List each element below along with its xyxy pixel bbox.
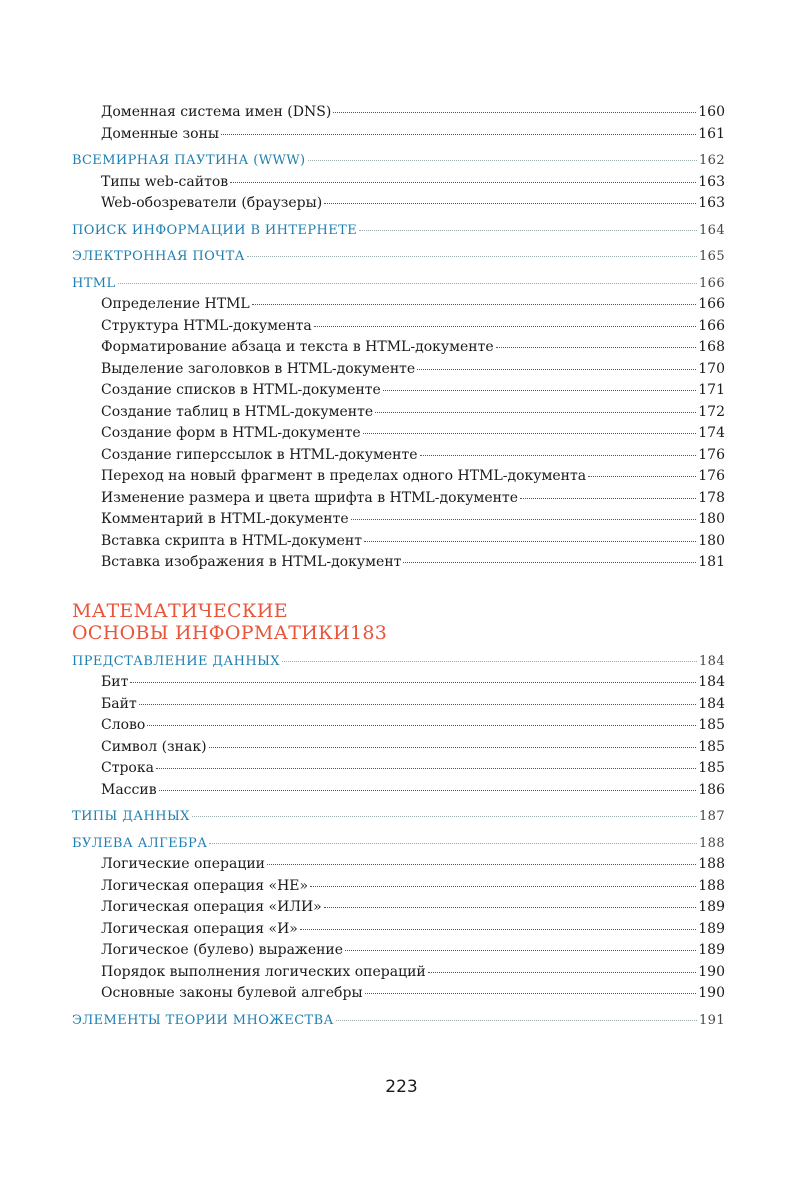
toc-entry [72, 715, 725, 737]
leader-dots [156, 768, 696, 769]
toc-entry-page: 190 [698, 963, 725, 980]
leader-dots [588, 476, 696, 477]
toc-section-math [72, 651, 725, 1032]
toc-entry [72, 102, 725, 124]
toc-entry-page: 170 [698, 360, 725, 377]
toc-entry-page: 189 [698, 920, 725, 937]
leader-dots [359, 230, 697, 231]
toc-entry [72, 466, 725, 488]
toc-entry-title: Доменные зоны [101, 125, 220, 142]
toc-entry-page: 178 [698, 489, 725, 506]
toc-entry [72, 380, 725, 402]
toc-entry-page: 165 [698, 249, 725, 264]
leader-dots [365, 993, 697, 994]
toc-entry-title: Создание списков в HTML-документе [101, 382, 381, 398]
leader-dots [336, 1020, 697, 1021]
toc-entry-page: 185 [698, 760, 725, 776]
toc-entry-page: 176 [698, 468, 725, 484]
toc-entry-title: Структура HTML-документа [101, 317, 312, 334]
toc-entry-page: 186 [698, 781, 725, 798]
toc-entry-title: ЭЛЕМЕНТЫ ТЕОРИИ МНОЖЕСТВА [72, 1012, 334, 1028]
toc-entry-page: 189 [698, 942, 725, 958]
toc-entry-title: Порядок выполнения логических операций [101, 963, 426, 980]
toc-entry-title: Логическая операция «ИЛИ» [101, 899, 322, 915]
toc-entry-title: БУЛЕВА АЛГЕБРА [72, 835, 208, 851]
toc-entry-title: Выделение заголовков в HTML-документе [101, 360, 416, 377]
leader-dots [209, 747, 697, 748]
leader-dots [428, 972, 697, 973]
toc-entry-title: ВСЕМИРНАЯ ПАУТИНА (WWW) [72, 153, 306, 168]
leader-dots [403, 562, 696, 563]
toc-entry-page: 180 [698, 511, 725, 527]
toc-entry [72, 445, 725, 467]
leader-dots [252, 304, 697, 305]
toc-section-entry [72, 651, 725, 673]
leader-dots [209, 843, 697, 844]
toc-entry-title: Создание форм в HTML-документе [101, 425, 361, 441]
toc-entry-page: 176 [698, 446, 725, 463]
toc-entry-title: Вставка изображения в HTML-документ [101, 554, 402, 570]
toc-entry-page: 191 [698, 1012, 725, 1028]
toc-entry-title: Логическое (булево) выражение [101, 942, 344, 958]
toc-entry-title: Логическая операция «И» [101, 920, 298, 937]
toc-entry-title: Web-обозреватели (браузеры) [101, 195, 323, 211]
toc-entry [72, 402, 725, 424]
toc-entry [72, 294, 725, 316]
toc-entry [72, 940, 725, 962]
leader-dots [118, 283, 697, 284]
leader-dots [300, 929, 696, 930]
leader-dots [139, 704, 697, 705]
chapter-title-line2: ОСНОВЫ ИНФОРМАТИКИ [72, 621, 350, 644]
toc-entry-title: Определение HTML [101, 296, 250, 312]
toc-entry [72, 552, 725, 574]
toc-entry [72, 758, 725, 780]
toc-entry [72, 737, 725, 759]
toc-entry-page: 188 [698, 856, 725, 872]
leader-dots [520, 498, 696, 499]
leader-dots [247, 256, 697, 257]
toc-section-network [72, 102, 725, 574]
toc-entry-page: 163 [698, 173, 725, 190]
leader-dots [420, 455, 697, 456]
leader-dots [333, 112, 696, 113]
toc-section-entry [72, 220, 725, 242]
toc-section-entry [72, 246, 725, 268]
toc-entry-title: Строка [101, 760, 154, 776]
toc-entry-title: Логическая операция «НЕ» [101, 877, 309, 894]
toc-section-entry [72, 150, 725, 172]
leader-dots [314, 326, 697, 327]
toc-entry-title: Переход на новый фрагмент в пределах одного HTML-документа [101, 468, 587, 484]
leader-dots [364, 541, 696, 542]
toc-entry-title: Основные законы булевой алгебры [101, 985, 363, 1001]
toc-entry-title: Изменение размера и цвета шрифта в HTML-документе [101, 489, 519, 506]
leader-dots [308, 160, 697, 161]
leader-dots [310, 886, 696, 887]
toc-entry [72, 193, 725, 215]
toc-section-entry [72, 806, 725, 828]
toc-entry-page: 184 [698, 695, 725, 712]
leader-dots [159, 790, 697, 791]
leader-dots [417, 369, 696, 370]
leader-dots [375, 412, 696, 413]
toc-entry-title: Типы web-сайтов [101, 173, 229, 190]
toc-entry [72, 509, 725, 531]
toc-entry [72, 124, 725, 146]
toc-entry [72, 962, 725, 984]
toc-entry-page: 185 [698, 738, 725, 755]
toc-entry [72, 672, 725, 694]
toc-entry [72, 531, 725, 553]
toc-entry-title: Доменная система имен (DNS) [101, 104, 332, 120]
toc-section-entry [72, 1010, 725, 1032]
leader-dots [147, 725, 696, 726]
leader-dots [267, 864, 696, 865]
toc-entry-title: Комментарий в HTML-документе [101, 511, 349, 527]
toc-entry-title: Символ (знак) [101, 738, 207, 755]
toc-entry [72, 359, 725, 381]
toc-entry [72, 694, 725, 716]
toc-entry-page: 190 [698, 985, 725, 1001]
toc-entry-title: Слово [101, 717, 146, 733]
toc-entry-title: Бит [101, 674, 129, 690]
leader-dots [351, 519, 697, 520]
toc-entry-title: Логические операции [101, 856, 265, 872]
toc-entry-page: 160 [698, 104, 725, 120]
toc-entry-page: 185 [698, 717, 725, 733]
toc-entry-page: 184 [698, 653, 725, 669]
page-number: 223 [385, 1077, 418, 1097]
leader-dots [282, 661, 697, 662]
toc-entry-page: 171 [698, 382, 725, 398]
leader-dots [363, 433, 697, 434]
chapter-title-line1: МАТЕМАТИЧЕСКИЕ [72, 599, 288, 622]
toc-entry-page: 166 [698, 275, 725, 291]
toc-entry-page: 164 [698, 222, 725, 238]
leader-dots [383, 390, 696, 391]
toc-entry [72, 423, 725, 445]
toc-entry [72, 854, 725, 876]
chapter-heading [72, 600, 725, 646]
toc-entry-title: Создание таблиц в HTML-документе [101, 403, 374, 420]
toc-entry-title: ТИПЫ ДАННЫХ [72, 809, 190, 824]
leader-dots [324, 907, 697, 908]
toc-entry-page: 166 [698, 317, 725, 334]
toc-entry-page: 162 [698, 153, 725, 168]
toc-entry-title: Байт [101, 695, 137, 712]
toc-entry-page: 166 [698, 296, 725, 312]
leader-dots [130, 682, 696, 683]
toc-entry-title: ПРЕДСТАВЛЕНИЕ ДАННЫХ [72, 653, 280, 669]
toc-entry-page: 188 [698, 877, 725, 894]
toc-entry [72, 897, 725, 919]
leader-dots [496, 347, 697, 348]
toc-entry-page: 189 [698, 899, 725, 915]
toc-entry-page: 188 [698, 835, 725, 851]
toc-entry-title: Форматирование абзаца и текста в HTML-документе [101, 339, 494, 355]
leader-dots [345, 950, 696, 951]
toc-entry [72, 488, 725, 510]
toc-entry [72, 919, 725, 941]
toc-entry-page: 181 [698, 554, 725, 570]
toc-section-entry [72, 273, 725, 295]
toc-entry [72, 337, 725, 359]
leader-dots [221, 134, 696, 135]
toc-entry-title: Создание гиперссылок в HTML-документе [101, 446, 418, 463]
table-of-contents [72, 102, 725, 1031]
leader-dots [192, 816, 697, 817]
toc-entry-title: ПОИСК ИНФОРМАЦИИ В ИНТЕРНЕТЕ [72, 222, 358, 238]
toc-entry [72, 780, 725, 802]
toc-entry-title: HTML [72, 275, 116, 291]
toc-entry-page: 172 [698, 403, 725, 420]
toc-entry-page: 174 [698, 425, 725, 441]
toc-entry-page: 184 [698, 674, 725, 690]
chapter-title-row [72, 622, 725, 646]
chapter-page-number: 183 [350, 621, 388, 644]
toc-entry-title: ЭЛЕКТРОННАЯ ПОЧТА [72, 249, 245, 264]
toc-entry [72, 983, 725, 1005]
leader-dots [230, 182, 696, 183]
toc-section-entry [72, 833, 725, 855]
toc-entry [72, 172, 725, 194]
toc-entry [72, 876, 725, 898]
leader-dots [324, 203, 696, 204]
toc-entry-title: Массив [101, 781, 157, 798]
toc-entry-title: Вставка скрипта в HTML-документ [101, 532, 362, 549]
toc-entry-page: 163 [698, 195, 725, 211]
toc-entry-page: 168 [698, 339, 725, 355]
toc-entry-page: 187 [698, 809, 725, 824]
toc-entry-page: 161 [698, 125, 725, 142]
toc-entry-page: 180 [698, 532, 725, 549]
toc-entry [72, 316, 725, 338]
